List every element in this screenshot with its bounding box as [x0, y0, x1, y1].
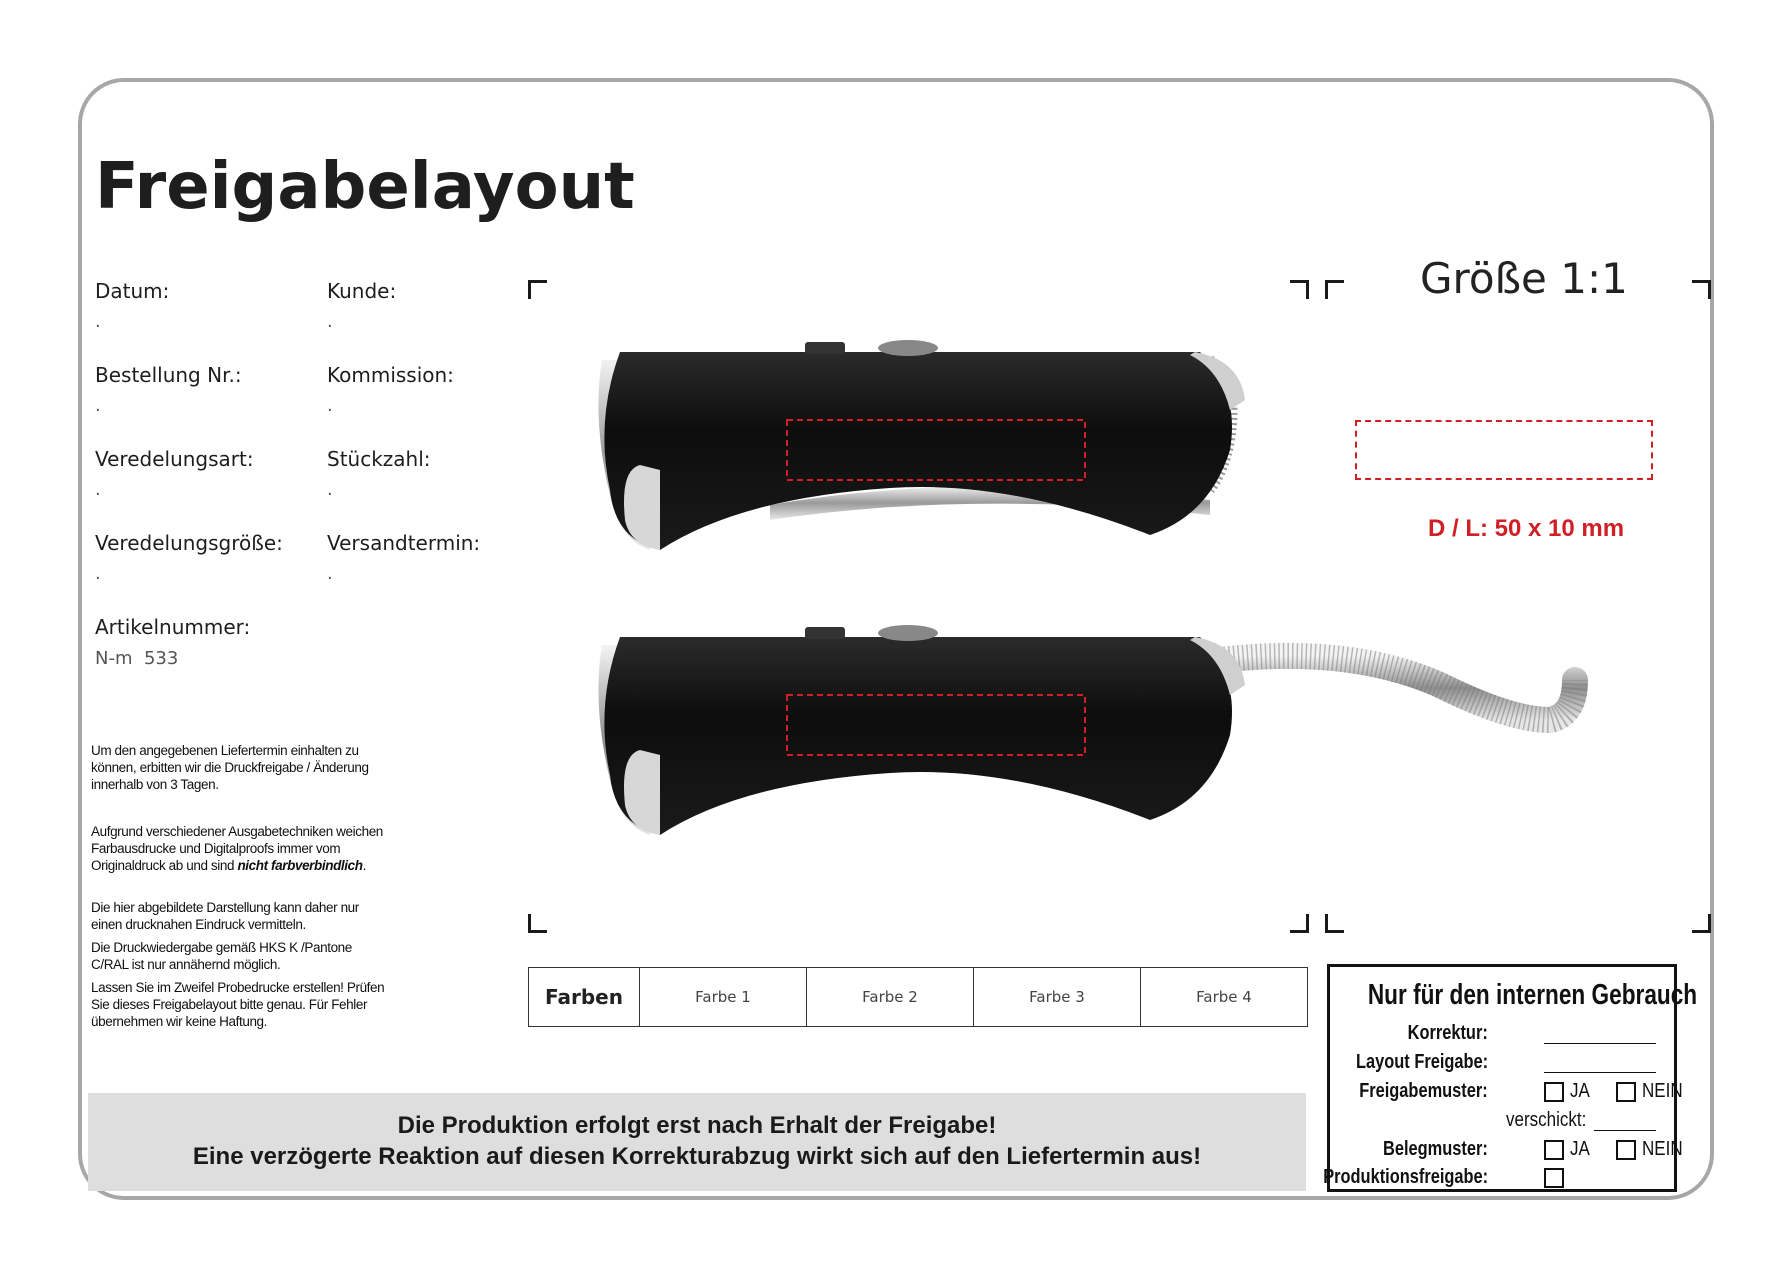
belegmuster-ja-label: JA	[1570, 1138, 1590, 1160]
datum-value: .	[95, 311, 101, 332]
stueckzahl-label: Stückzahl:	[327, 447, 431, 471]
kunde-label: Kunde:	[327, 279, 397, 303]
crop-mark-bottom-right	[1290, 914, 1309, 933]
banner-line-1: Die Produktion erfolgt erst nach Erhalt der Freigabe!	[397, 1112, 997, 1139]
layout-freigabe-line[interactable]	[1544, 1072, 1656, 1073]
belegmuster-nein-checkbox[interactable]	[1616, 1140, 1636, 1160]
internal-use-box	[1323, 964, 1698, 1192]
crop-mark-bottom-left	[528, 914, 547, 933]
bestellung-label: Bestellung Nr.:	[95, 363, 242, 387]
belegmuster-label: Belegmuster:	[1383, 1138, 1488, 1160]
artikelnummer-label: Artikelnummer:	[95, 615, 251, 639]
scale-crop-mark-top-left	[1325, 280, 1344, 299]
page-title: Freigabelayout	[95, 150, 635, 224]
kunde-value: .	[327, 311, 333, 332]
layout-freigabe-label: Layout Freigabe:	[1355, 1051, 1488, 1073]
scale-crop-mark-top-right	[1692, 280, 1711, 299]
scale-title: Größe 1:1	[1420, 254, 1628, 303]
note-darstellung: Die hier abgebildete Darstellung kann daher nur einen drucknahen Eindruck vermitteln.	[91, 900, 359, 932]
korrektur-line[interactable]	[1544, 1043, 1656, 1044]
kommission-value: .	[327, 395, 333, 416]
note-liefertermin: Um den angegebenen Liefertermin einhalten zu können, erbitten wir die Druckfreigabe / Änderung innerhalb von 3 Tagen.	[91, 743, 369, 792]
korrektur-label: Korrektur:	[1407, 1022, 1488, 1044]
veredelungsgroesse-label: Veredelungsgröße:	[95, 531, 283, 555]
internal-heading: Nur für den internen Gebrauch	[1367, 979, 1698, 1011]
veredelungsart-value: .	[95, 479, 101, 500]
note-probedrucke: Lassen Sie im Zweifel Probedrucke erstellen! Prüfen Sie dieses Freigabelayout bitte genau. Für Fehler übernehmen wir keine Haftung.	[91, 980, 385, 1029]
belegmuster-ja-checkbox[interactable]	[1544, 1140, 1564, 1160]
freigabemuster-nein-checkbox[interactable]	[1616, 1082, 1636, 1102]
color-cell-2[interactable]: Farbe 2	[806, 968, 973, 1026]
bestellung-value: .	[95, 395, 101, 416]
crop-mark-top-right	[1290, 280, 1309, 299]
freigabemuster-nein-label: NEIN	[1642, 1080, 1683, 1102]
product-image-bottom	[590, 625, 1610, 840]
stueckzahl-value: .	[327, 479, 333, 500]
freigabemuster-label: Freigabemuster:	[1359, 1080, 1488, 1102]
color-cell-4[interactable]: Farbe 4	[1140, 968, 1307, 1026]
scale-crop-mark-bottom-left	[1325, 914, 1344, 933]
freigabemuster-ja-checkbox[interactable]	[1544, 1082, 1564, 1102]
versandtermin-label: Versandtermin:	[327, 531, 481, 555]
belegmuster-nein-label: NEIN	[1642, 1138, 1683, 1160]
color-cell-3[interactable]: Farbe 3	[973, 968, 1140, 1026]
produktionsfreigabe-label: Produktionsfreigabe:	[1323, 1166, 1488, 1188]
color-cell-1[interactable]: Farbe 1	[639, 968, 806, 1026]
kommission-label: Kommission:	[327, 363, 454, 387]
note-farbverbindlich: Aufgrund verschiedener Ausgabetechniken weichen Farbausdrucke und Digitalproofs immer vom Originaldruck ab und sind nicht farbverbindlich.	[91, 824, 383, 873]
product-image-top	[590, 340, 1300, 560]
produktionsfreigabe-checkbox[interactable]	[1544, 1168, 1564, 1188]
banner-line-2: Eine verzögerte Reaktion auf diesen Korrekturabzug wirkt sich auf den Liefertermin aus!	[192, 1143, 1202, 1170]
scale-crop-mark-bottom-right	[1692, 914, 1711, 933]
print-area-1to1	[1355, 420, 1653, 480]
veredelungsgroesse-value: .	[95, 563, 101, 584]
datum-label: Datum:	[95, 279, 170, 303]
colors-table	[528, 967, 1308, 1027]
verschickt-label: verschickt:	[1506, 1109, 1587, 1131]
crop-mark-top-left	[528, 280, 547, 299]
versandtermin-value: .	[327, 563, 333, 584]
note-druckwiedergabe: Die Druckwiedergabe gemäß HKS K /Pantone C/RAL ist nur annähernd möglich.	[91, 940, 352, 972]
veredelungsart-label: Veredelungsart:	[95, 447, 254, 471]
artikelnummer-value: N-m 533	[95, 648, 179, 669]
verschickt-line[interactable]	[1594, 1130, 1656, 1131]
production-banner	[88, 1093, 1306, 1191]
print-dimension: D / L: 50 x 10 mm	[1428, 515, 1625, 542]
freigabemuster-ja-label: JA	[1570, 1080, 1590, 1102]
colors-header: Farben	[545, 985, 623, 1009]
